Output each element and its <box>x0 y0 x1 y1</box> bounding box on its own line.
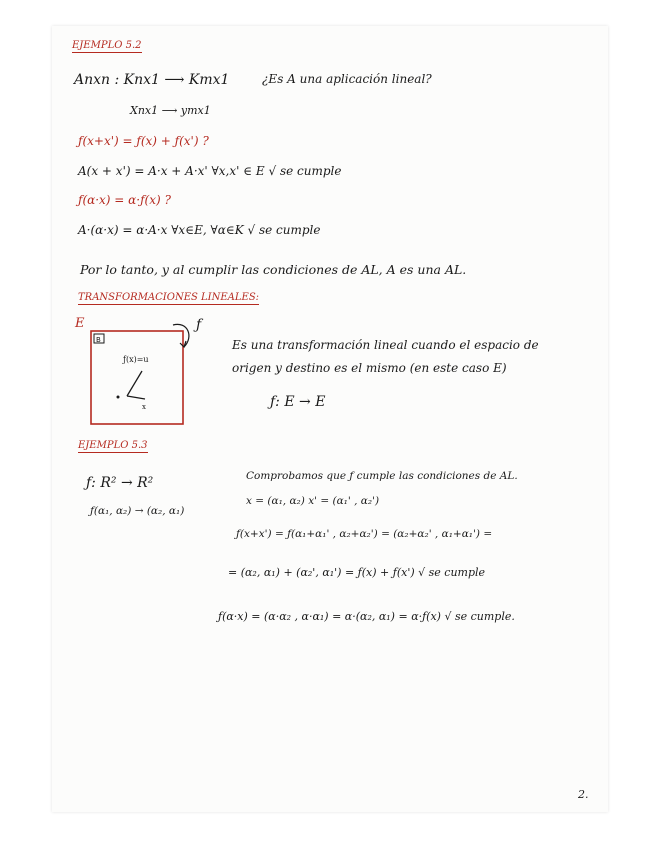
transformation-text-2: origen y destino es el mismo (en este caso E) <box>232 361 507 375</box>
heading-ejemplo-5-3: EJEMPLO 5.3 <box>78 440 148 451</box>
homogeneity-check: A·(α·x) = α·A·x ∀x∈E, ∀α∈K √ se cumple <box>78 223 321 237</box>
condition-additivity: ƒ(x+x') = ƒ(x) + ƒ(x') ? <box>78 134 209 148</box>
example-homogeneity: ƒ(α·x) = (α·α₂ , α·α₁) = α·(α₂, α₁) = α·ƒ(x) √ se cumple. <box>218 610 515 623</box>
conclusion-line: Por lo tanto, y al cumplir las condiciones de AL, A es una AL. <box>80 262 467 277</box>
example-map: ƒ: R² → R² <box>86 475 154 491</box>
example-check-intro: Comprobamos que ƒ cumple las condiciones de AL. <box>246 470 518 482</box>
heading-ejemplo-5-2: EJEMPLO 5.2 <box>72 40 142 51</box>
basis-box-label: B <box>96 336 101 344</box>
example-additivity: ƒ(x+x') = ƒ(α₁+α₁' , α₂+α₂') = (α₂+α₂' , α₁+α₁') = <box>236 528 493 540</box>
page-number: 2. <box>578 788 589 801</box>
additivity-check: A(x + x') = A·x + A·x' ∀x,x' ∈ E √ se cumple <box>78 164 342 178</box>
condition-homogeneity: ƒ(α·x) = α·ƒ(x) ? <box>78 193 171 207</box>
transformation-map: ƒ: E → E <box>270 394 326 410</box>
origin-dot <box>117 396 120 399</box>
image-vector <box>127 371 142 396</box>
matrix-map-line: Anxn : Knx1 ⟶ Kmx1 <box>74 72 230 88</box>
example-rule: ƒ(α₁, α₂) → (α₂, α₁) <box>90 505 185 517</box>
transformation-text-1: Es una transformación lineal cuando el espacio de <box>232 338 539 352</box>
space-box <box>91 331 183 424</box>
transformation-diagram <box>90 317 230 437</box>
map-equation: ƒ(x)=u <box>123 355 149 364</box>
example-vectors: x = (α₁, α₂) x' = (α₁' , α₂') <box>246 495 380 507</box>
question-line: ¿Es A una aplicación lineal? <box>262 72 432 86</box>
vector-x-label: x <box>142 403 146 411</box>
source-vector <box>127 396 145 399</box>
vector-map-line: Xnx1 ⟶ ymx1 <box>130 104 211 117</box>
map-symbol: ƒ <box>196 317 202 333</box>
space-label: E <box>75 316 85 331</box>
example-additivity-result: = (α₂, α₁) + (α₂', α₁') = ƒ(x) + ƒ(x') √ se cumple <box>228 566 486 579</box>
heading-transformaciones: TRANSFORMACIONES LINEALES: <box>78 292 260 303</box>
